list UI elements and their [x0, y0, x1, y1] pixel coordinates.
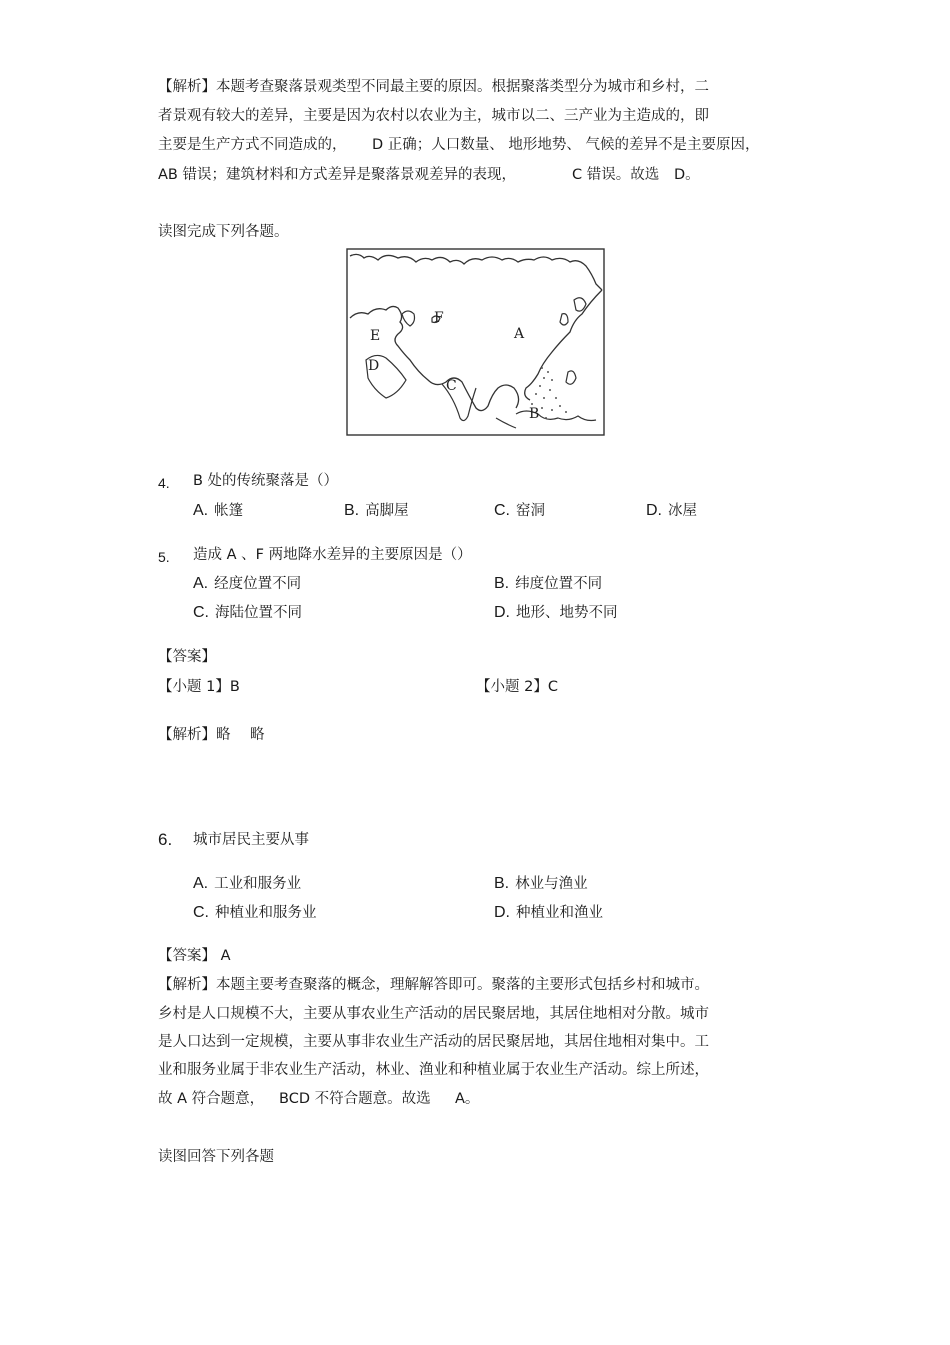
option-d[interactable] [646, 501, 697, 521]
answer-line: 【答案】 A [158, 948, 231, 964]
question-number: 5. [158, 549, 170, 565]
read-map-instruction: 读图回答下列各题 [158, 1149, 274, 1165]
analysis-line: AB 错误；建筑材料和方式差异是聚落景观差异的表现， [158, 167, 516, 183]
option-text: 纬度位置不同 [515, 576, 603, 592]
analysis-line: 【解析】本题主要考查聚落的概念，理解解答即可。聚落的主要形式包括乡村和城市。 [158, 977, 709, 993]
option-a[interactable] [193, 501, 243, 521]
option-text: 冰屋 [668, 503, 697, 519]
option-d[interactable] [494, 903, 603, 923]
option-letter: B. [344, 502, 360, 519]
option-b[interactable] [494, 574, 602, 594]
analysis-brief: 【解析】略 [158, 727, 231, 743]
option-letter: C. [494, 502, 510, 519]
question-number: 4. [158, 475, 170, 491]
sub-answer-1: 【小题 1】B [158, 679, 240, 695]
option-text: 窑洞 [516, 503, 545, 519]
analysis-line: 【解析】本题考查聚落景观类型不同最主要的原因。根据聚落类型分为城市和乡村，二 [158, 79, 709, 95]
analysis-line: 乡村是人口规模不大，主要从事农业生产活动的居民聚居地，其居住地相对分散。城市 [158, 1006, 709, 1022]
option-d[interactable] [494, 603, 618, 623]
option-text: 林业与渔业 [515, 876, 588, 892]
map-label-b: B [529, 406, 540, 422]
question-stem: B 处的传统聚落是（） [193, 473, 339, 489]
option-letter: B. [494, 575, 510, 592]
option-letter: C. [193, 904, 209, 921]
question-stem: 造成 A 、F 两地降水差异的主要原因是（） [193, 547, 472, 563]
option-letter: C. [193, 604, 209, 621]
analysis-line: C 错误。故选 [572, 167, 660, 183]
map-label-a: A [514, 326, 525, 342]
map-label-c: C [446, 378, 457, 394]
option-text: 种植业和服务业 [215, 905, 317, 921]
map-label-d: D [368, 358, 380, 374]
analysis-line: 是人口达到一定规模，主要从事非农业生产活动的居民聚居地，其居住地相对集中。工 [158, 1034, 709, 1050]
option-text: 种植业和渔业 [516, 905, 603, 921]
option-c[interactable] [193, 903, 317, 923]
option-b[interactable] [344, 501, 409, 521]
analysis-brief-extra: 略 [250, 727, 265, 743]
analysis-line: D 正确；人口数量、 地形地势、 气候的差异不是主要原因， [372, 137, 760, 153]
option-letter: A. [193, 875, 209, 892]
option-text: 帐篷 [214, 503, 244, 519]
question-number: 6. [158, 830, 173, 849]
option-text: 经度位置不同 [214, 576, 302, 592]
map-label-e: E [370, 328, 381, 344]
option-a[interactable] [193, 874, 301, 894]
analysis-line: 故 A 符合题意， [158, 1091, 265, 1107]
option-text: 海陆位置不同 [215, 605, 302, 621]
map-label-f: F [434, 310, 444, 326]
option-letter: D. [494, 604, 510, 621]
sub-answer-2: 【小题 2】C [476, 679, 558, 695]
option-c[interactable] [494, 501, 545, 521]
option-letter: D. [646, 502, 662, 519]
option-letter: B. [494, 875, 510, 892]
analysis-line: BCD 不符合题意。故选 [279, 1091, 431, 1107]
option-text: 地形、地势不同 [516, 605, 618, 621]
analysis-line: 者景观有较大的差异，主要是因为农村以农业为主，城市以二、三产业为主造成的，即 [158, 108, 709, 124]
analysis-line: D。 [674, 167, 700, 183]
analysis-line: 主要是生产方式不同造成的， [158, 137, 347, 153]
answer-heading: 【答案】 [158, 649, 216, 665]
read-map-instruction: 读图完成下列各题。 [158, 224, 289, 240]
option-letter: A. [193, 502, 209, 519]
analysis-line: A。 [455, 1091, 480, 1107]
option-letter: D. [494, 904, 510, 921]
asia-map-svg [346, 248, 606, 438]
option-text: 高脚屋 [365, 503, 409, 519]
option-c[interactable] [193, 603, 302, 623]
option-a[interactable] [193, 574, 301, 594]
option-b[interactable] [494, 874, 588, 894]
option-letter: A. [193, 575, 209, 592]
question-stem: 城市居民主要从事 [193, 832, 309, 848]
option-text: 工业和服务业 [214, 876, 302, 892]
asia-map-figure [346, 248, 606, 438]
analysis-line: 业和服务业属于非农业生产活动，林业、渔业和种植业属于农业生产活动。综上所述， [158, 1062, 709, 1078]
